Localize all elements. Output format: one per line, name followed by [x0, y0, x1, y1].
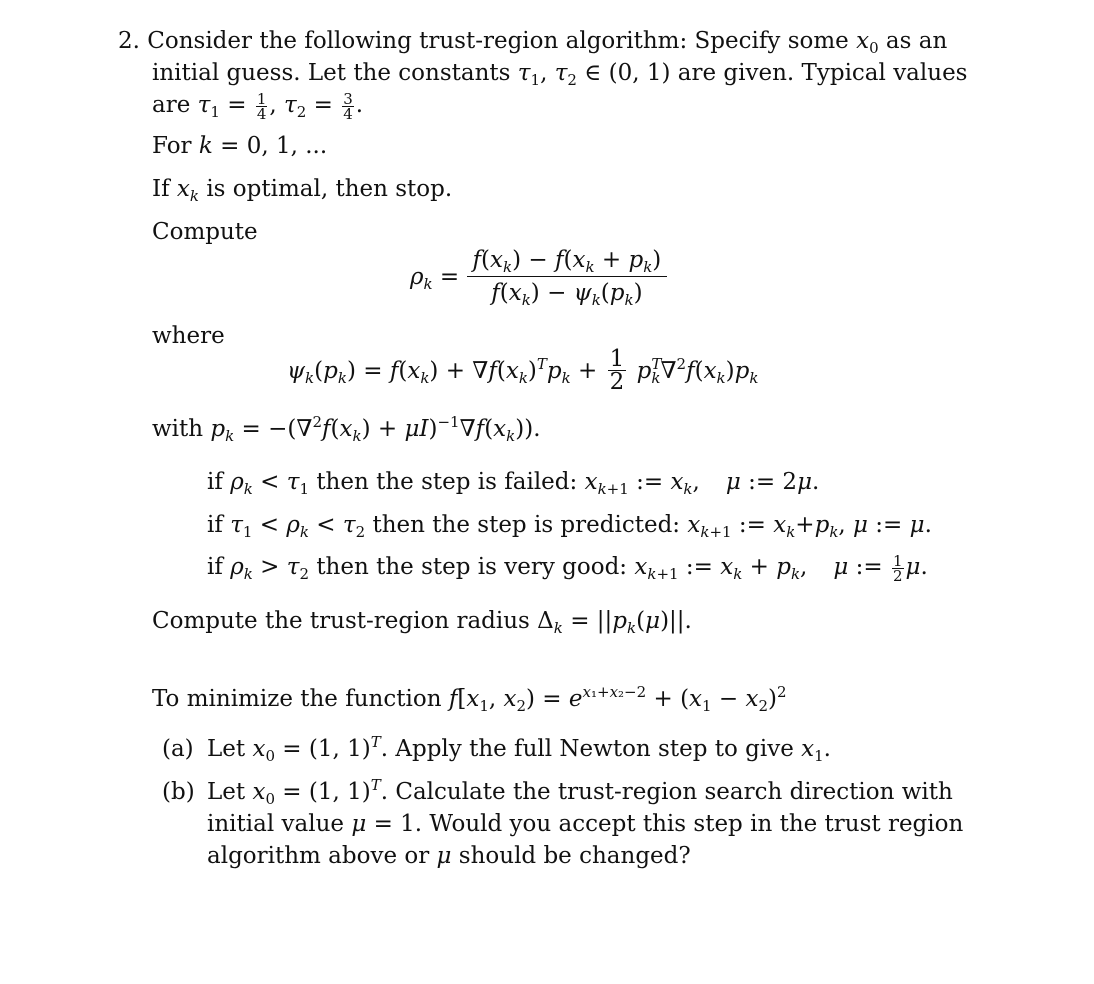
intro-text-1: Consider the following trust-region algorithm: Specify some [147, 28, 849, 54]
math-taus-interval: $\tau_1$, $\tau_2$ ∈ (0, 1) [517, 60, 671, 89]
part-a-let: Let [207, 736, 246, 762]
for-loop-range: = 0, 1, ... [220, 133, 328, 159]
for-loop-line: For k = 0, 1, ... [152, 133, 328, 159]
part-b-line3-rest: should be changed? [458, 843, 691, 869]
rule-failed-text: then the step is failed: [316, 469, 578, 495]
radius-line: Compute the trust-region radius $\Delta_k = ||p_k(\mu)||$. [152, 608, 692, 637]
part-a-line: Let $x_0 = (1$, 1)$^T$. Apply the full Newton step to give $x_1$. [207, 733, 831, 765]
part-b-label: (b) [162, 779, 195, 805]
part-b-algo: algorithm above or [207, 843, 430, 869]
rho-equation: $\rho_k$ = $\frac{f(x_k) - f(x_k + p_k)}{f(x_k) - \psi_k(p_k)}$ [410, 244, 667, 309]
where-label: where [152, 323, 225, 349]
part-b-line-3: algorithm above or μ should be changed? [207, 843, 691, 869]
problem-line-3 [152, 90, 363, 121]
intro-text-3: are [152, 92, 191, 118]
psi-equation: $\psi_k(p_k) = f(x_k) + \nabla f(x_k)^Tp_k$ + $\frac{1}{2}$ $p^T_k\nabla^2f(x_k)p_k$ [287, 346, 759, 395]
optimal-text: is optimal, then stop. [206, 176, 453, 202]
part-b-line2-rest: = 1. Would you accept this step in the trust region [373, 811, 964, 837]
rule-good-text: then the step is very good: [316, 554, 628, 580]
problem-line-2 [152, 58, 967, 88]
rho-fraction: $\frac{f(x_k) - f(x_k + p_k)}{f(x_k) - \psi_k(p_k)}$ [467, 244, 668, 309]
rule-predicted: if $\tau_1 < \rho_k < \tau_2$ then the step is predicted: $x_{k+1}$ := $x_k+p_k$, μ := μ. [207, 512, 932, 541]
problem-line-1 [118, 26, 947, 56]
part-b-line-2: initial value μ = 1. Would you accept this step in the trust region [207, 811, 964, 837]
rule-predicted-text: then the step is predicted: [372, 512, 681, 538]
part-b-line-1: Let $x_0 = (1$, 1)$^T$. Calculate the trust-region search direction with [207, 776, 953, 808]
part-a-label: (a) [162, 736, 194, 762]
if-text: If [152, 176, 170, 202]
part-b-let: Let [207, 779, 246, 805]
compute-label: Compute [152, 219, 258, 245]
math-x0: $x_0$ [856, 28, 879, 57]
stop-condition-line: If $x_k$ is optimal, then stop. [152, 176, 453, 205]
part-b-initial: initial value [207, 811, 344, 837]
math-objective: $f[x_1$, $x_2) = e^{x_1+x_2-2} + (x_1 - x_2)^2$ [448, 683, 787, 715]
math-typical-values: $\tau_1$ = $\frac{1}{4}$ , $\tau_2$ = $\frac{3}{4}$ . [197, 89, 364, 123]
rule-failed: if $\rho_k < \tau_1$ then the step is failed: $x_{k+1}$ := $x_k$, μ := 2μ. [207, 469, 820, 498]
problem-number: 2. [118, 28, 140, 54]
intro-text-2: initial guess. Let the constants [152, 60, 511, 86]
minimize-line [152, 684, 787, 714]
with-text: with [152, 416, 204, 442]
math-pk-def: $p_k = -(\nabla^2f(x_k) + \mu I)^{-1}\nabla f(x_k)$). [210, 413, 541, 445]
with-pk-line [152, 414, 541, 444]
for-loop-text: For [152, 133, 192, 159]
intro-text-1-end: as an [885, 28, 948, 54]
minimize-text: To minimize the function [152, 686, 442, 712]
part-a-rest: . Apply the full Newton step to give [380, 736, 794, 762]
radius-text: Compute the trust-region radius [152, 608, 530, 634]
rule-very-good: if $\rho_k > \tau_2$ then the step is very good: $x_{k+1}$ := $x_k + p_k$, μ := $\frac{1}{2}$ μ. [207, 551, 928, 585]
part-b-rest: . Calculate the trust-region search direction with [380, 779, 953, 805]
intro-text-2-end: are given. Typical values [677, 60, 968, 86]
